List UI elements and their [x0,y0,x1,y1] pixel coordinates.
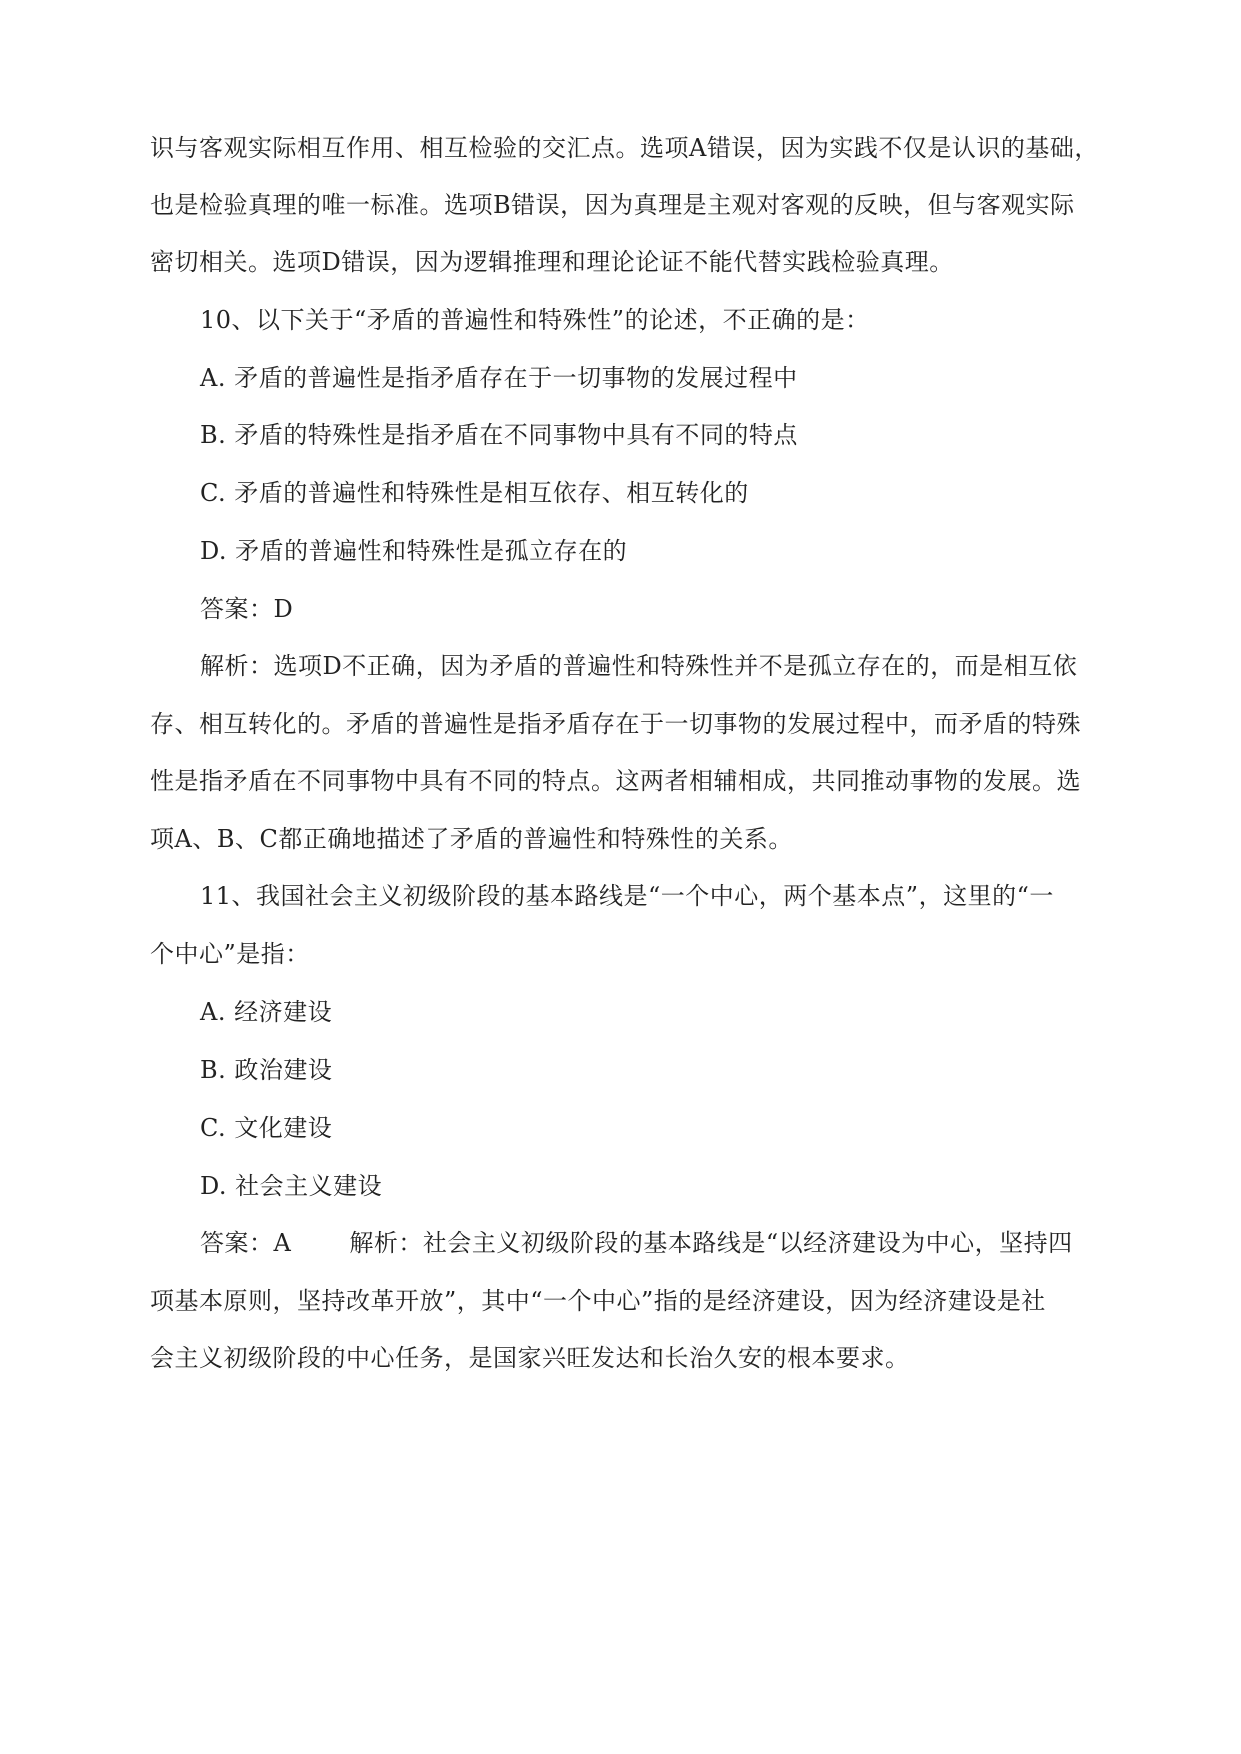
option-a: A. 矛盾的普遍性是指矛盾存在于一切事物的发展过程中 [200,364,798,392]
analysis-line: 性是指矛盾在不同事物中具有不同的特点。这两者相辅相成，共同推动事物的发展。选 [150,767,1081,795]
question-stem: 10、以下关于“矛盾的普遍性和特殊性”的论述，不正确的是： [200,306,870,334]
paragraph-line: 识与客观实际相互作用、相互检验的交汇点。选项A错误，因为实践不仅是认识的基础， [150,134,1099,162]
analysis-line: 项A、B、C都正确地描述了矛盾的普遍性和特殊性的关系。 [150,825,793,853]
option-a: A. 经济建设 [200,998,333,1026]
analysis-line: 会主义初级阶段的中心任务，是国家兴旺发达和长治久安的根本要求。 [150,1344,910,1372]
option-b: B. 政治建设 [200,1056,333,1084]
option-c: C. 文化建设 [200,1114,333,1142]
analysis-line: 存、相互转化的。矛盾的普遍性是指矛盾存在于一切事物的发展过程中，而矛盾的特殊 [150,710,1081,738]
analysis-line: 解析：社会主义初级阶段的基本路线是“以经济建设为中心，坚持四 [349,1229,1073,1257]
analysis-line: 项基本原则，坚持改革开放”，其中“一个中心”指的是经济建设，因为经济建设是社 [150,1287,1046,1315]
paragraph-line: 密切相关。选项D错误，因为逻辑推理和理论论证不能代替实践检验真理。 [150,248,954,276]
analysis-line: 解析：选项D不正确，因为矛盾的普遍性和特殊性并不是孤立存在的，而是相互依 [200,652,1078,680]
option-d: D. 社会主义建设 [200,1172,383,1200]
question-stem: 11、我国社会主义初级阶段的基本路线是“一个中心，两个基本点”，这里的“一 [200,882,1054,910]
option-b: B. 矛盾的特殊性是指矛盾在不同事物中具有不同的特点 [200,421,798,449]
answer: 答案：D [200,595,294,623]
answer: 答案：A [200,1229,292,1257]
question-stem-continued: 个中心”是指： [150,940,310,968]
paragraph-line: 也是检验真理的唯一标准。选项B错误，因为真理是主观对客观的反映，但与客观实际 [150,191,1075,219]
option-c: C. 矛盾的普遍性和特殊性是相互依存、相互转化的 [200,479,749,507]
answer-and-analysis [200,1228,1073,1258]
option-d: D. 矛盾的普遍性和特殊性是孤立存在的 [200,537,628,565]
